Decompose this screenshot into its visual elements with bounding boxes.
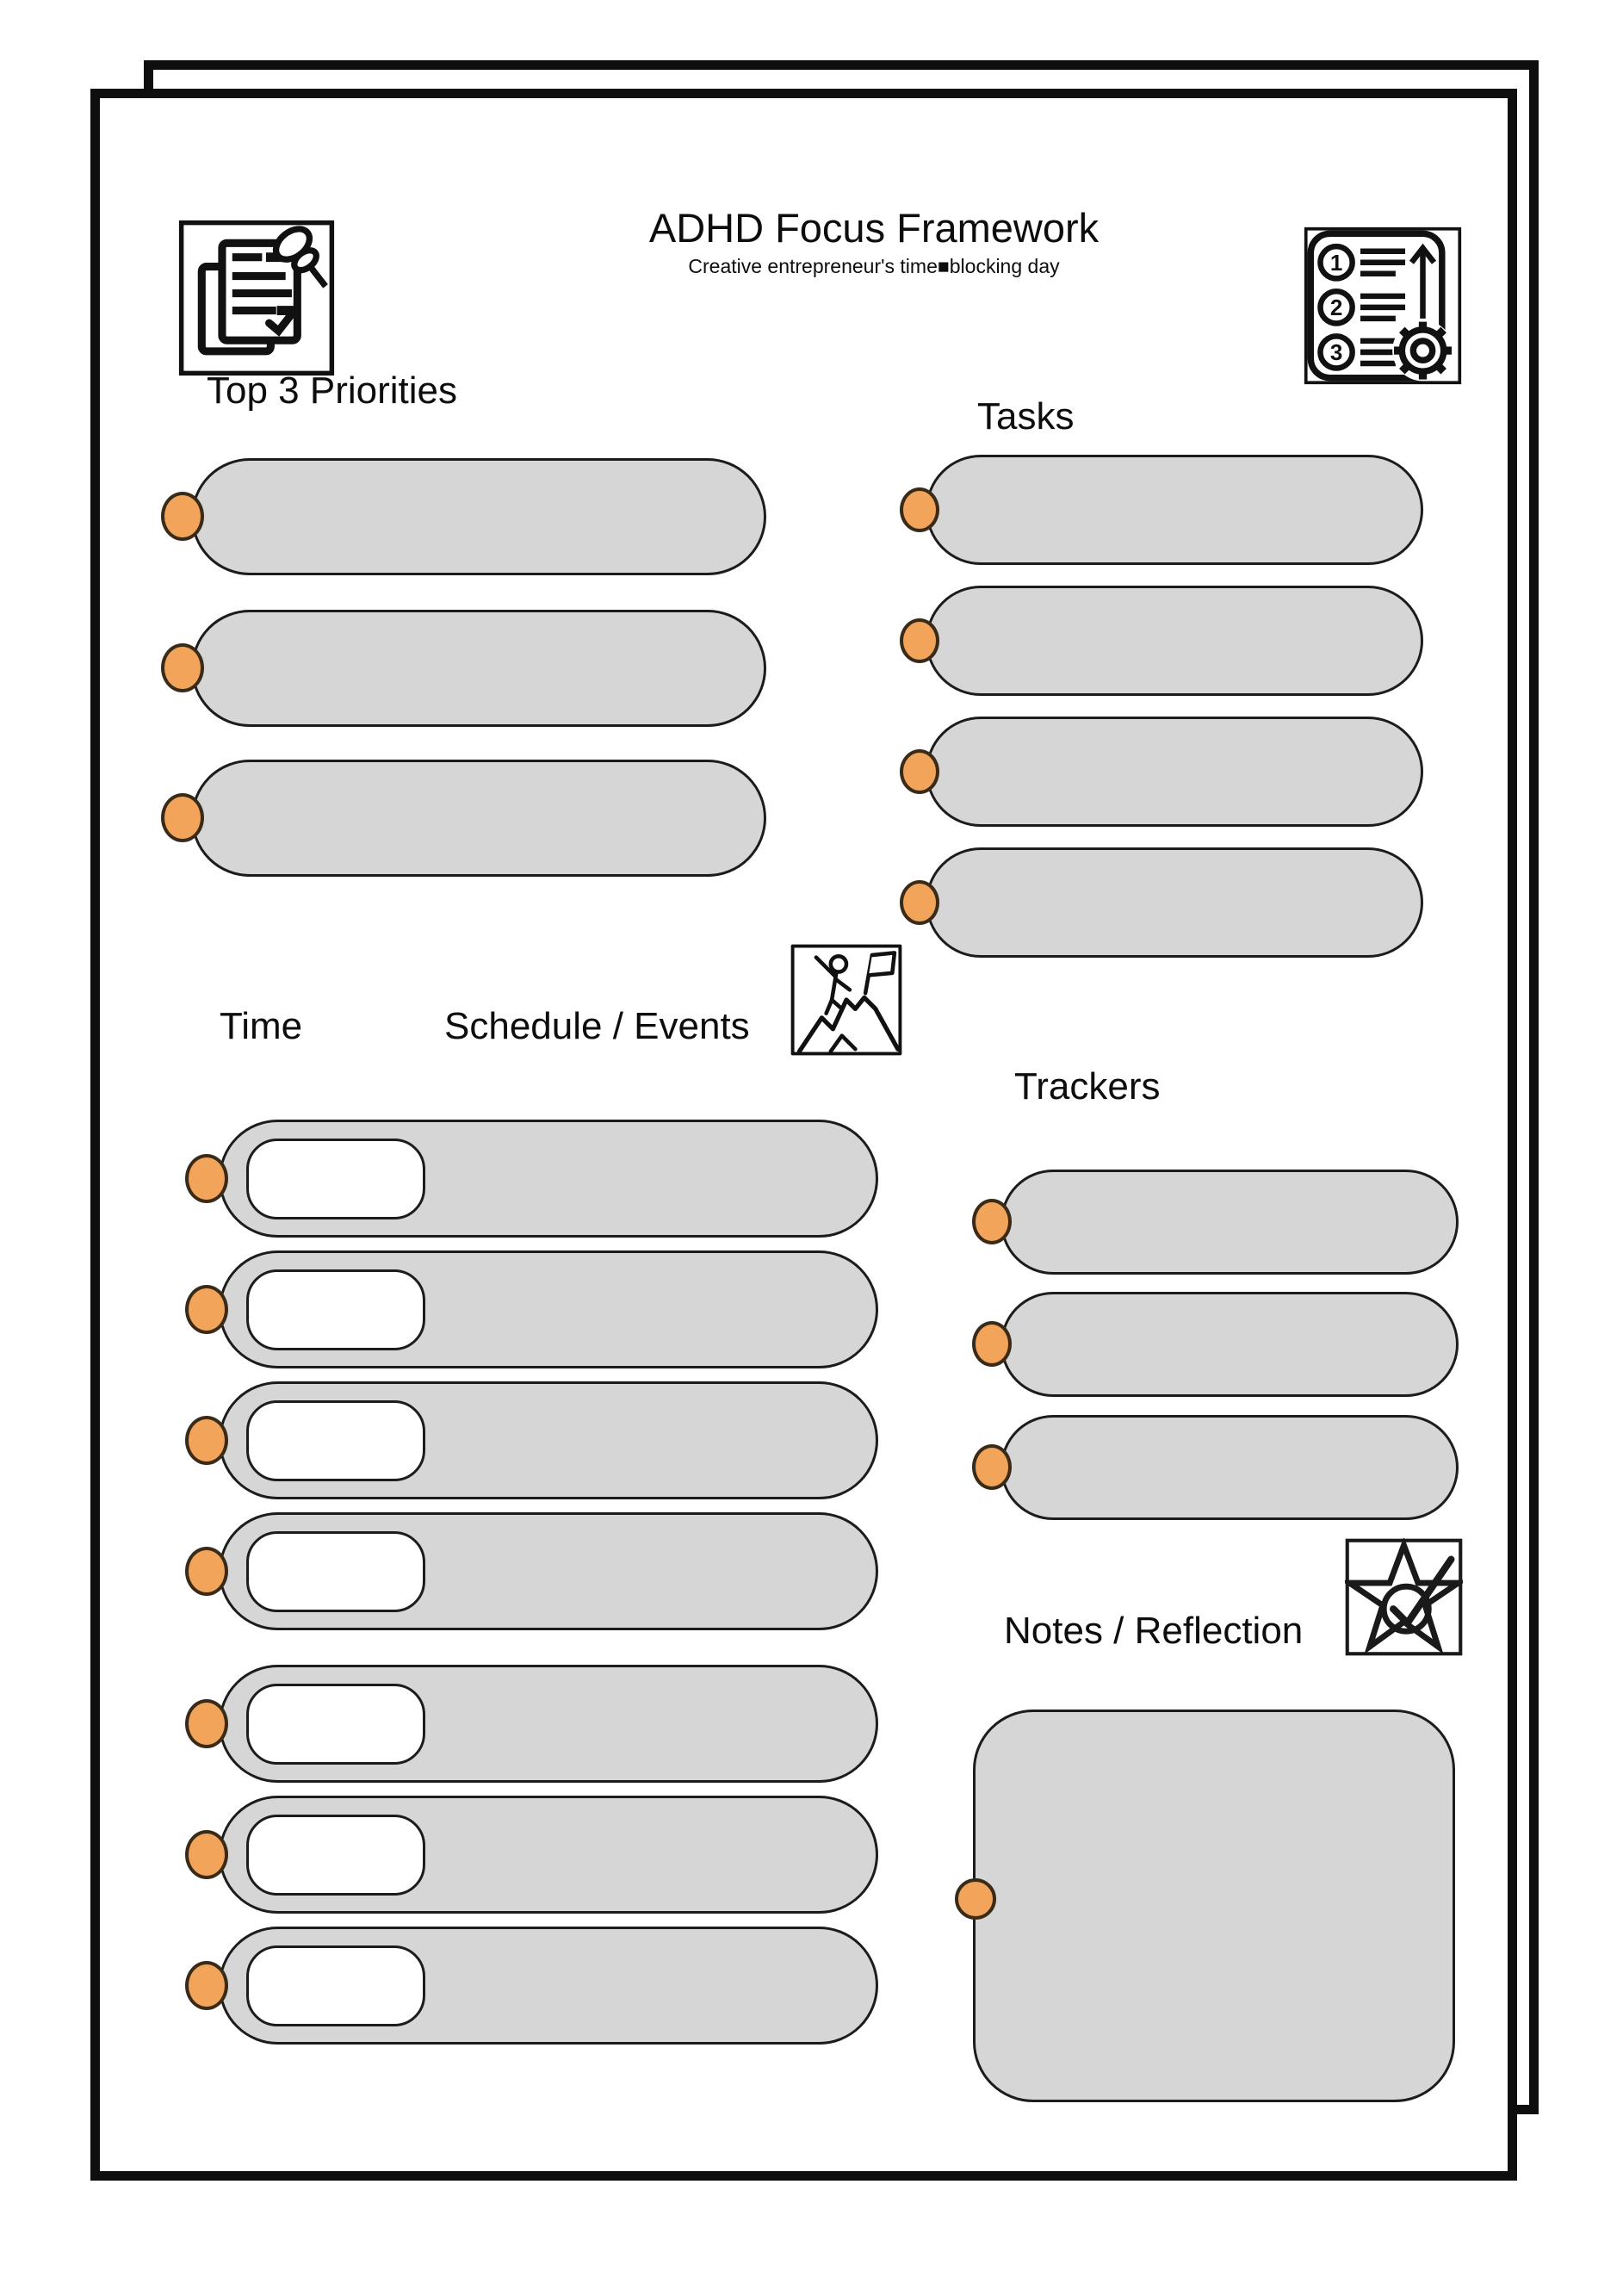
numbered-priorities-gear-icon — [1303, 226, 1463, 386]
schedule-row-2[interactable] — [219, 1250, 878, 1368]
tracker-slot-1[interactable] — [1000, 1170, 1459, 1275]
task-bullet-dot-1 — [900, 487, 939, 532]
time-slot-3[interactable] — [246, 1400, 425, 1481]
schedule-bullet-dot-3 — [185, 1416, 228, 1465]
schedule-row-7[interactable] — [219, 1927, 878, 2045]
notes-section-label: Notes / Reflection — [1004, 1610, 1304, 1652]
schedule-row-3[interactable] — [219, 1381, 878, 1499]
svg-text:2: 2 — [1329, 295, 1343, 321]
svg-text:1: 1 — [1329, 250, 1343, 276]
svg-text:3: 3 — [1329, 339, 1343, 366]
time-slot-5[interactable] — [246, 1684, 425, 1765]
priorities-section-label: Top 3 Priorities — [207, 369, 458, 412]
priority-slot-2[interactable] — [191, 610, 766, 727]
schedule-row-5[interactable] — [219, 1665, 878, 1783]
task-slot-4[interactable] — [926, 847, 1423, 958]
schedule-row-4[interactable] — [219, 1512, 878, 1630]
task-bullet-dot-3 — [900, 749, 939, 794]
priority-bullet-dot-1 — [161, 492, 204, 541]
star-check-icon — [1345, 1538, 1463, 1656]
time-slot-2[interactable] — [246, 1269, 425, 1350]
task-bullet-dot-4 — [900, 880, 939, 925]
page-subtitle: Creative entrepreneur's time■blocking day — [688, 255, 1060, 278]
priority-slot-3[interactable] — [191, 760, 766, 877]
trackers-section-label: Trackers — [1014, 1065, 1161, 1108]
header — [486, 205, 1261, 278]
schedule-row-1[interactable] — [219, 1120, 878, 1238]
priority-bullet-dot-2 — [161, 643, 204, 692]
notes-bullet-dot — [955, 1878, 996, 1920]
priority-bullet-dot-3 — [161, 793, 204, 842]
tracker-bullet-dot-3 — [972, 1444, 1012, 1490]
page-title: ADHD Focus Framework — [648, 205, 1100, 251]
tracker-slot-3[interactable] — [1000, 1415, 1459, 1520]
notes-area[interactable] — [973, 1710, 1455, 2102]
schedule-bullet-dot-2 — [185, 1285, 228, 1334]
task-slot-2[interactable] — [926, 586, 1423, 696]
priority-slot-1[interactable] — [191, 458, 766, 575]
schedule-bullet-dot-6 — [185, 1830, 228, 1879]
schedule-bullet-dot-1 — [185, 1154, 228, 1203]
tracker-bullet-dot-1 — [972, 1199, 1012, 1244]
time-slot-1[interactable] — [246, 1139, 425, 1219]
task-bullet-dot-2 — [900, 618, 939, 663]
tracker-bullet-dot-2 — [972, 1321, 1012, 1367]
schedule-bullet-dot-7 — [185, 1961, 228, 2010]
schedule-row-6[interactable] — [219, 1796, 878, 1914]
time-column-label: Time — [220, 1005, 303, 1047]
tasks-section-label: Tasks — [977, 395, 1075, 437]
summit-flag-icon — [790, 944, 902, 1056]
pinned-checklist-icon — [177, 220, 337, 376]
time-slot-6[interactable] — [246, 1815, 425, 1896]
task-slot-3[interactable] — [926, 717, 1423, 827]
time-slot-4[interactable] — [246, 1531, 425, 1612]
schedule-bullet-dot-5 — [185, 1699, 228, 1748]
schedule-section-label: Schedule / Events — [444, 1005, 750, 1047]
task-slot-1[interactable] — [926, 455, 1423, 565]
schedule-bullet-dot-4 — [185, 1547, 228, 1596]
time-slot-7[interactable] — [246, 1945, 425, 2026]
tracker-slot-2[interactable] — [1000, 1292, 1459, 1397]
